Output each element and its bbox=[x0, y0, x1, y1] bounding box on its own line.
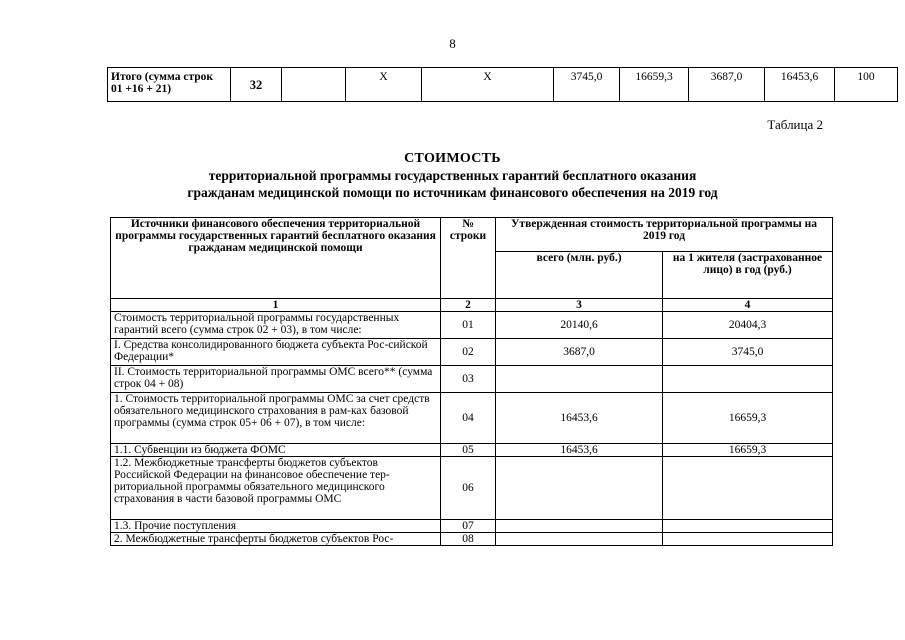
table-row bbox=[111, 520, 833, 533]
header-row-number: № строки bbox=[441, 218, 496, 299]
row-number: 04 bbox=[441, 393, 496, 444]
summary-v2: 16659,3 bbox=[620, 68, 689, 102]
summary-table bbox=[107, 67, 898, 102]
row-per-capita: 20404,3 bbox=[663, 312, 833, 339]
table-row bbox=[111, 457, 833, 520]
table-row bbox=[111, 366, 833, 393]
summary-blank-cell bbox=[282, 68, 346, 102]
table-row bbox=[111, 339, 833, 366]
page-number: 8 bbox=[449, 36, 456, 51]
row-name: 1.2. Межбюджетные трансферты бюджетов субъектов Российской Федерации на финансовое обеспечение тер-риториальной программы обязательного медицинского страхования в части базовой программы ОМС bbox=[111, 457, 441, 520]
table-row bbox=[111, 533, 833, 546]
row-name: 1.3. Прочие поступления bbox=[111, 520, 441, 533]
row-name: 2. Межбюджетные трансферты бюджетов субъектов Рос- bbox=[111, 533, 441, 546]
column-number: 1 bbox=[111, 299, 441, 312]
summary-x1: X bbox=[346, 68, 422, 102]
row-name: II. Стоимость территориальной программы ОМС всего** (сумма строк 04 + 08) bbox=[111, 366, 441, 393]
table-row bbox=[111, 312, 833, 339]
header-row-1 bbox=[111, 218, 833, 252]
title-line-2: территориальной программы государственных гарантий бесплатного оказания bbox=[208, 168, 697, 183]
summary-label: Итого (сумма строк 01 +16 + 21) bbox=[108, 68, 231, 102]
summary-v4: 16453,6 bbox=[765, 68, 835, 102]
header-total: всего (млн. руб.) bbox=[496, 251, 663, 298]
row-name: 1. Стоимость территориальной программы ОМС за счет средств обязательного медицинского страхования в рам-ках базовой программы (сумма строк 05+ 06 + 07), в том числе: bbox=[111, 393, 441, 444]
row-name: 1.1. Субвенции из бюджета ФОМС bbox=[111, 444, 441, 457]
row-per-capita bbox=[663, 520, 833, 533]
header-per-capita: на 1 жителя (застрахованное лицо) в год (руб.) bbox=[663, 251, 833, 298]
row-name: I. Средства консолидированного бюджета субъекта Рос-сийской Федерации* bbox=[111, 339, 441, 366]
summary-x2: X bbox=[422, 68, 554, 102]
table-row bbox=[111, 393, 833, 444]
row-total bbox=[496, 366, 663, 393]
title-line-3: гражданам медицинской помощи по источникам финансового обеспечения на 2019 год bbox=[187, 185, 718, 200]
row-total bbox=[496, 520, 663, 533]
row-per-capita bbox=[663, 457, 833, 520]
cost-table bbox=[110, 217, 833, 546]
row-total: 16453,6 bbox=[496, 444, 663, 457]
row-number: 01 bbox=[441, 312, 496, 339]
header-approved-cost: Утвержденная стоимость территориальной программы на 2019 год bbox=[496, 218, 833, 252]
table-row bbox=[111, 444, 833, 457]
row-number: 05 bbox=[441, 444, 496, 457]
row-total bbox=[496, 533, 663, 546]
row-total bbox=[496, 457, 663, 520]
row-per-capita: 3745,0 bbox=[663, 339, 833, 366]
summary-v1: 3745,0 bbox=[554, 68, 620, 102]
row-per-capita: 16659,3 bbox=[663, 444, 833, 457]
header-source: Источники финансового обеспечения территориальной программы государственных гарантий бесплатного оказания гражданам медицинской помощи bbox=[111, 218, 441, 299]
summary-code: 32 bbox=[231, 68, 282, 102]
row-per-capita bbox=[663, 366, 833, 393]
table-caption: Таблица 2 bbox=[767, 117, 823, 132]
title-line-1: СТОИМОСТЬ bbox=[404, 151, 501, 166]
column-number: 4 bbox=[663, 299, 833, 312]
column-numbers-row bbox=[111, 299, 833, 312]
row-total: 16453,6 bbox=[496, 393, 663, 444]
column-number: 3 bbox=[496, 299, 663, 312]
row-total: 20140,6 bbox=[496, 312, 663, 339]
row-number: 06 bbox=[441, 457, 496, 520]
summary-v3: 3687,0 bbox=[689, 68, 765, 102]
row-per-capita bbox=[663, 533, 833, 546]
summary-row bbox=[108, 68, 898, 102]
document-title bbox=[0, 150, 905, 201]
row-number: 08 bbox=[441, 533, 496, 546]
summary-v5: 100 bbox=[835, 68, 898, 102]
row-per-capita: 16659,3 bbox=[663, 393, 833, 444]
column-number: 2 bbox=[441, 299, 496, 312]
row-number: 07 bbox=[441, 520, 496, 533]
row-name: Стоимость территориальной программы государственных гарантий всего (сумма строк 02 + 03), в том числе: bbox=[111, 312, 441, 339]
row-number: 02 bbox=[441, 339, 496, 366]
row-total: 3687,0 bbox=[496, 339, 663, 366]
row-number: 03 bbox=[441, 366, 496, 393]
